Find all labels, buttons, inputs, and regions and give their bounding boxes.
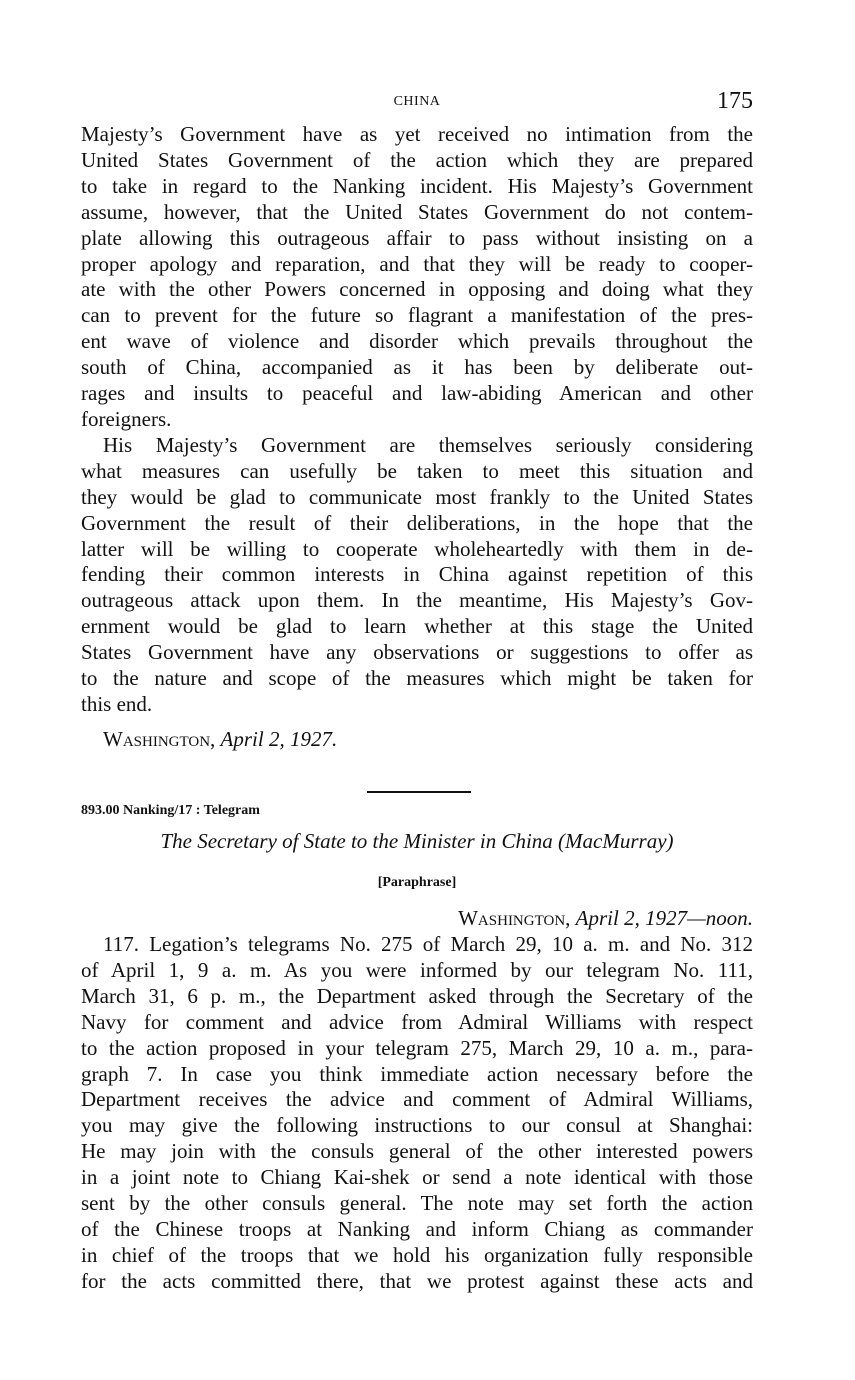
heading-text: The Secretary of State to the Minister in China ( [160,829,566,853]
file-reference: 893.00 Nanking/17 : Telegram [81,803,260,818]
text-line: assume, however, that the United States Government do not contem- [81,199,753,224]
heading-close: ) [666,829,674,853]
text-line: He may join with the consuls general of the other interested powers [81,1139,753,1164]
section-divider [367,791,471,793]
text-line: they would be glad to communicate most frankly to the United States [81,484,753,509]
text-line: of April 1, 9 a. m. As you were informed by our telegram No. 111, [81,957,753,982]
text-line: south of China, accompanied as it has been by deliberate out- [81,355,753,380]
text-line: in chief of the troops that we hold his organization fully responsible [81,1242,753,1267]
dateline-date: April 2, 1927—noon. [575,906,753,930]
text-line: Majesty’s Government have as yet received no intimation from the [81,122,753,146]
running-title: CHINA [393,94,441,109]
text-line: foreigners. [81,406,172,431]
text-line: March 31, 6 p. m., the Department asked through the Secretary of the [81,983,753,1008]
text-line: what measures can usefully be taken to meet this situation and [81,458,753,483]
text-line: ent wave of violence and disorder which prevails throughout the [81,329,753,354]
text-line: sent by the other consuls general. The note may set forth the action [81,1191,753,1216]
text-line: for the acts committed there, that we protest against these acts and [81,1268,753,1293]
text-line: rages and insults to peaceful and law-abiding American and other [81,381,753,406]
text-line: fending their common interests in China against repetition of this [81,562,753,587]
dateline [458,906,753,931]
paraphrase-note: [Paraphrase] [377,875,457,890]
text-line: 117. Legation’s telegrams No. 275 of March 29, 10 a. m. and No. 312 [103,932,753,956]
text-line: to the action proposed in your telegram 275, March 29, 10 a. m., para- [81,1035,753,1060]
paragraph-3 [81,932,753,1295]
text-line: graph 7. In case you think immediate action necessary before the [81,1061,753,1086]
text-line: Navy for comment and advice from Admiral Williams with respect [81,1009,753,1034]
text-line: proper apology and reparation, and that they will be ready to cooper- [81,251,753,276]
text-line: ernment would be glad to learn whether at this stage the United [81,614,753,639]
paragraph-2 [81,433,753,718]
text-line: of the Chinese troops at Nanking and inform Chiang as commander [81,1216,753,1241]
text-line: outrageous attack upon them. In the meantime, His Majesty’s Gov- [81,588,753,613]
dateline-place: Washington, [458,906,571,930]
heading-recipient: MacMurray [565,829,667,853]
running-head [81,88,753,122]
text-line: Government the result of their deliberations, in the hope that the [81,510,753,535]
document-heading [81,829,753,854]
text-line: plate allowing this outrageous affair to pass without insisting on a [81,225,753,250]
text-line: to take in regard to the Nanking incident. His Majesty’s Government [81,173,753,198]
text-line: latter will be willing to cooperate wholeheartedly with them in de- [81,536,753,561]
page [81,88,753,1293]
text-line: you may give the following instructions to our consul at Shanghai: [81,1113,753,1138]
signoff-place: Washington, [103,726,216,751]
text-line: Department receives the advice and comment of Admiral Williams, [81,1087,753,1112]
text-line: ate with the other Powers concerned in opposing and doing what they [81,277,753,302]
signoff-date: April 2, 1927. [220,726,338,751]
text-line: in a joint note to Chiang Kai-shek or send a note identical with those [81,1165,753,1190]
text-line: United States Government of the action which they are prepared [81,147,753,172]
paragraph-1 [81,122,753,433]
text-line: can to prevent for the future so flagrant a manifestation of the pres- [81,303,753,328]
text-line: His Majesty’s Government are themselves seriously considering [103,432,753,457]
page-number: 175 [717,88,753,114]
signoff [103,726,753,752]
text-line: to the nature and scope of the measures which might be taken for [81,666,753,691]
text-line: this end. [81,691,153,716]
text-line: States Government have any observations or suggestions to offer as [81,640,753,665]
telegram-body [81,932,753,1295]
